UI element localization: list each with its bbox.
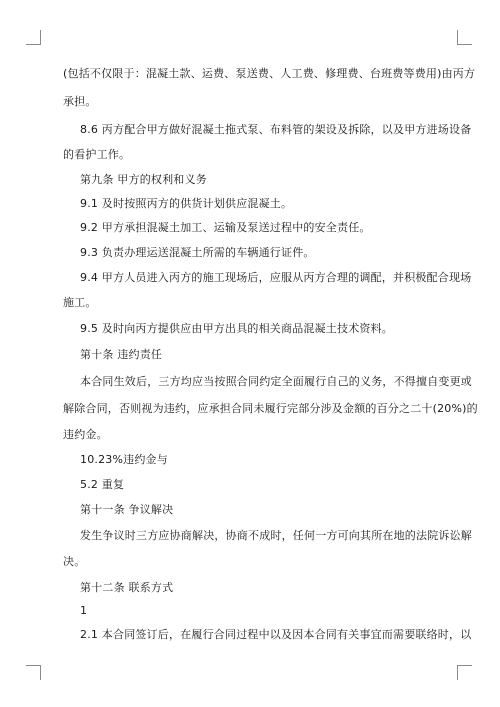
paragraph-line: 2.1 本合同签订后，在履行合同过程中以及因本合同有关事宜而需要联络时，以	[80, 628, 472, 641]
paragraph-line: 10.23%违约金与	[80, 453, 168, 466]
section-heading: 第十一条 争议解决	[80, 503, 174, 516]
paragraph-line: 9.4 甲方人员进入丙方的施工现场后，应服从丙方合理的调配，并积极配合现场	[80, 271, 472, 284]
section-heading: 第十条 违约责任	[80, 348, 163, 361]
paragraph-line: 5.2 重复	[80, 478, 125, 491]
paragraph-line: 9.1 及时按照丙方的供货计划供应混凝土。	[80, 197, 293, 210]
section-heading: 第九条 甲方的权利和义务	[80, 173, 207, 186]
paragraph-line: 8.6 丙方配合甲方做好混凝土拖式泵、布料管的架设及拆除，以及甲方进场设备	[80, 123, 472, 136]
paragraph-line: 本合同生效后，三方均应当按照合同约定全面履行自己的义务，不得擅自变更或	[80, 375, 472, 388]
paragraph-line: (包括不仅限于：混凝土款、运费、泵送费、人工费、修理费、台班费等费用)由丙方	[63, 67, 476, 80]
paragraph-line: 9.3 负责办理运送混凝土所需的车辆通行证件。	[80, 246, 315, 259]
paragraph-line: 1	[80, 604, 88, 617]
paragraph-line: 决。	[63, 555, 86, 568]
paragraph-line: 9.5 及时向丙方提供应由甲方出具的相关商品混凝土技术资料。	[80, 322, 393, 335]
crop-mark-bottom-right	[457, 665, 472, 680]
paragraph-line: 的看护工作。	[63, 148, 131, 161]
paragraph-line: 违约金。	[63, 428, 108, 441]
crop-mark-top-right	[457, 30, 472, 45]
paragraph-line: 施工。	[63, 296, 97, 309]
crop-mark-top-left	[26, 30, 41, 45]
paragraph-line: 承担。	[63, 95, 97, 108]
paragraph-line: 解除合同，否则视为违约，应承担合同未履行完部分涉及金额的百分之二十(20%)的	[63, 402, 478, 415]
paragraph-line: 发生争议时三方应协商解决，协商不成时，任何一方可向其所在地的法院诉讼解	[80, 529, 472, 542]
crop-mark-bottom-left	[26, 665, 41, 680]
section-heading: 第十二条 联系方式	[80, 581, 174, 594]
paragraph-line: 9.2 甲方承担混凝土加工、运输及泵送过程中的安全责任。	[80, 221, 371, 234]
